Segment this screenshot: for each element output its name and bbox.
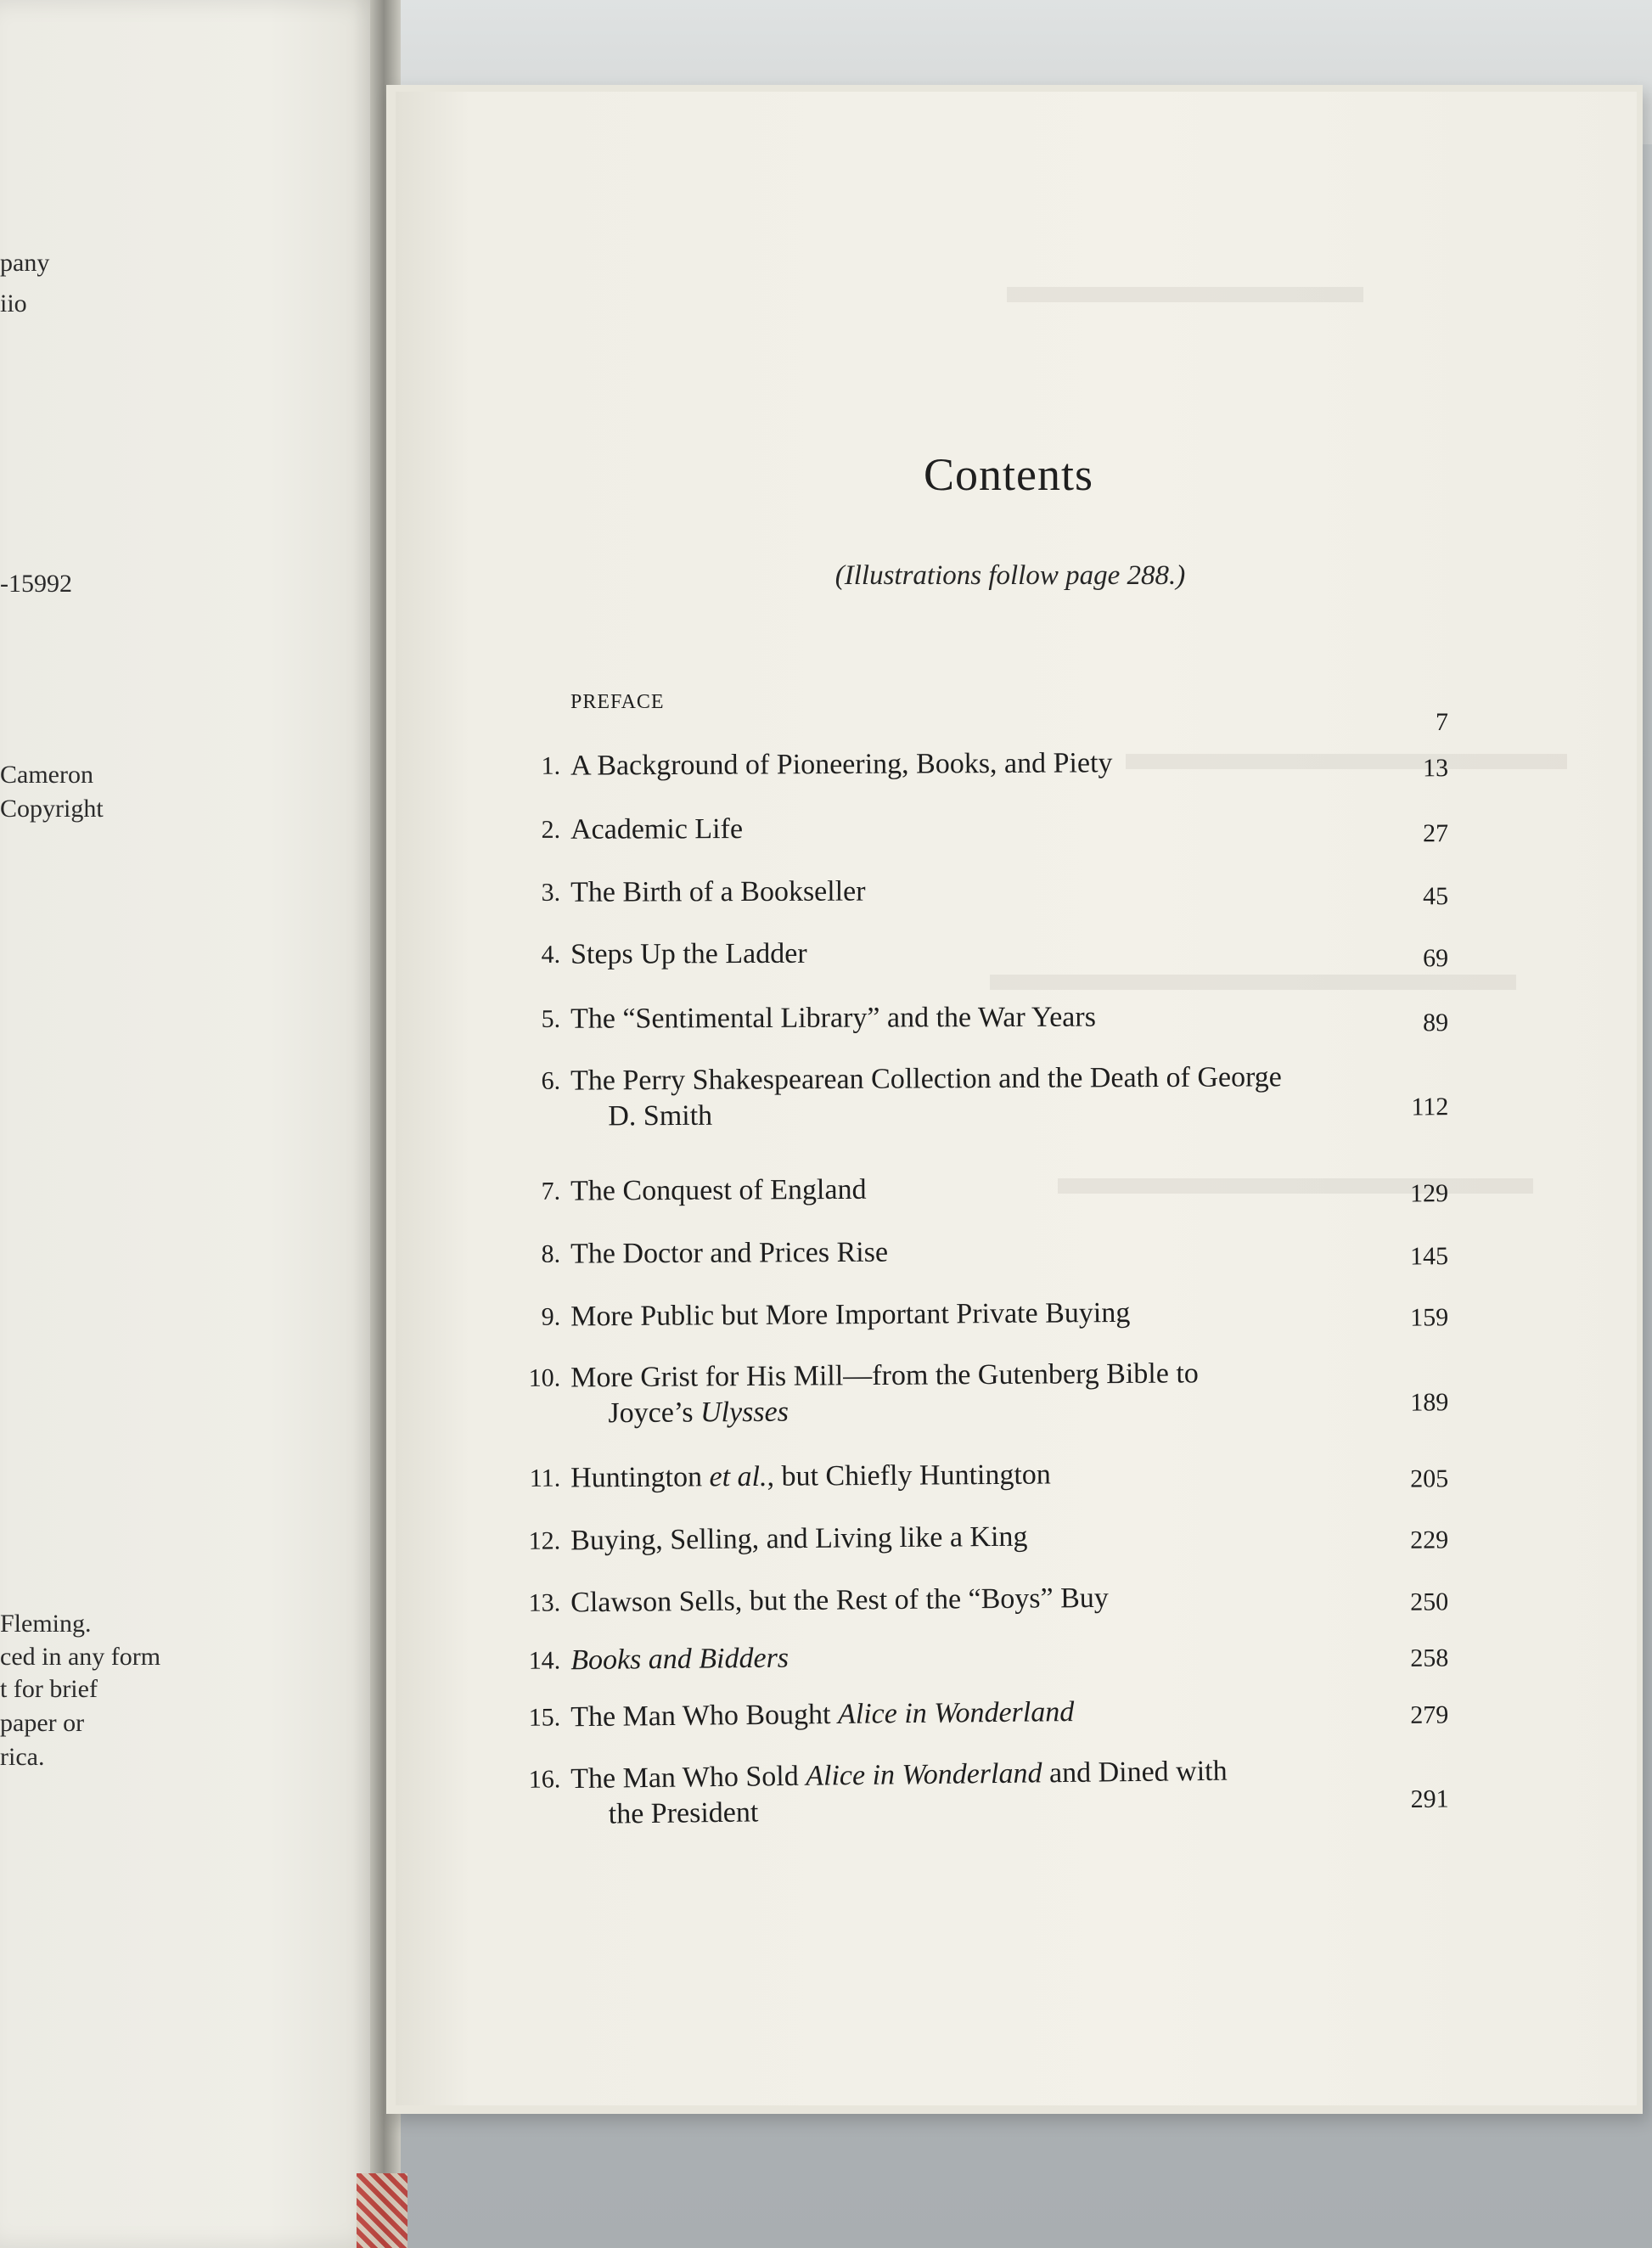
chapter-title-italic: Alice in Wonderland [806,1757,1042,1792]
chapter-title-text: The Doctor and Prices Rise [570,1236,889,1270]
chapter-title [570,1059,1368,1135]
chapter-title [570,1516,1368,1559]
chapter-title-text: PREFACE [570,691,665,713]
toc-entry [509,1169,1452,1213]
chapter-title [570,998,1368,1037]
chapter-title [570,745,1368,784]
page-number: 229 [1410,1526,1449,1554]
left-text-line: -15992 [0,570,72,598]
toc-entry [509,1354,1453,1437]
chapter-title-text: The Man Who Bought [570,1698,839,1734]
toc-entry [509,1454,1452,1500]
chapter-number: 2. [541,815,561,844]
page-number: 45 [1423,882,1449,911]
chapter-title-italic: et al. [709,1460,767,1493]
chapter-title-text: , but Chiefly Huntington [767,1458,1051,1492]
page-number: 205 [1410,1464,1449,1493]
illustrations-note: (Illustrations follow page 288.) [834,560,1186,591]
chapter-title-text: The Conquest of England [570,1173,867,1207]
chapter-number: 9. [541,1302,561,1331]
toc-entry [509,1232,1452,1276]
left-text-line: rica. [0,1743,45,1771]
chapter-title [570,1634,1368,1678]
toc-entry [509,1059,1452,1140]
chapter-number: 13. [528,1588,561,1617]
toc-entry [509,934,1452,976]
left-text-line: ced in any form [0,1643,161,1671]
chapter-title-text: More Public but More Important Private Buying [570,1296,1131,1333]
chapter-title-text: Clawson Sells, but the Rest of the “Boys” Buy [570,1582,1110,1619]
left-text-line: Cameron [0,761,93,789]
toc-entry [509,872,1452,914]
chapter-title [570,1294,1368,1335]
chapter-title-text: The “Sentimental Library” and the War Years [570,1001,1096,1035]
chapter-title [570,1170,1368,1210]
toc-entry [509,998,1452,1041]
chapter-title-italic: Books and Bidders [570,1642,789,1677]
chapter-number: 4. [541,940,561,969]
chapter-title-text: Academic Life [570,813,744,846]
toc-entry [509,1293,1452,1339]
left-text-line: paper or [0,1709,85,1737]
chapter-title-text: Buying, Selling, and Living like a King [570,1520,1028,1557]
page-number: 291 [1410,1784,1449,1814]
chapter-title [570,1455,1368,1497]
chapter-title [570,1752,1369,1833]
chapter-title-text: More Grist for His Mill—from the Gutenberg Bible to [570,1357,1199,1394]
page-number: 89 [1423,1009,1449,1037]
page-number: 279 [1410,1700,1449,1729]
toc-entry [509,1751,1453,1839]
left-text-line: Fleming. [0,1610,92,1638]
chapter-number: 3. [541,878,561,907]
chapter-title-text: Huntington [570,1461,710,1494]
chapter-number: 1. [541,751,561,780]
chapter-title [570,872,1368,910]
page-number: 159 [1410,1303,1449,1332]
contents-heading: Contents [923,449,1093,500]
chapter-number: 5. [541,1004,561,1033]
chapter-title-continuation: Joyce’s Ulysses [608,1396,789,1430]
chapter-title-text: The Perry Shakespearean Collection and the Death of George [570,1061,1282,1097]
left-text-line: iio [0,289,27,318]
chapter-number: 10. [528,1363,561,1392]
page-number: 145 [1410,1242,1449,1271]
chapter-number: 7. [541,1177,561,1205]
chapter-title [570,1691,1368,1735]
toc-entry [509,1633,1452,1683]
chapter-title-text: Steps Up the Ladder [570,937,807,970]
chapter-title [570,684,1368,720]
chapter-title-text: The Birth of a Bookseller [570,875,866,908]
toc-entry [509,1577,1452,1625]
toc-entry [509,1690,1452,1739]
chapter-number: 12. [528,1526,561,1555]
chapter-number: 15. [528,1703,561,1732]
chapter-number: 16. [528,1765,561,1794]
toc-entry [509,689,1452,736]
page-number: 250 [1410,1588,1449,1616]
page-number: 129 [1410,1179,1449,1208]
chapter-number: 11. [529,1464,561,1492]
chapter-number: 14. [528,1646,561,1675]
chapter-title-continuation: D. Smith [608,1099,713,1132]
chapter-title [570,1233,1368,1273]
chapter-title-text: A Background of Pioneering, Books, and Piety [570,747,1113,782]
page-number: 189 [1410,1388,1449,1417]
toc-entry [509,1515,1452,1563]
page-number: 7 [1436,708,1448,736]
chapter-title [570,934,1368,972]
page-number: 13 [1423,754,1449,783]
chapter-title-text: The Man Who Sold [570,1760,806,1796]
page-number: 258 [1410,1644,1449,1672]
page-number: 112 [1411,1093,1449,1121]
toc-entry [509,809,1452,851]
chapter-title-text: and Dined with [1042,1755,1228,1790]
chapter-title-italic: Alice in Wonderland [837,1696,1075,1730]
chapter-title-continuation: the President [608,1796,759,1830]
chapter-title [570,1578,1368,1621]
page-number: 27 [1423,819,1449,848]
left-text-line: Copyright [0,795,104,823]
chapter-title [570,1355,1369,1432]
left-text-line: pany [0,249,50,277]
toc-entry [509,744,1452,788]
chapter-title [570,809,1368,847]
chapter-number: 6. [541,1066,561,1095]
page-number: 69 [1423,944,1449,973]
left-text-line: t for brief [0,1675,98,1703]
chapter-number: 8. [541,1239,561,1268]
